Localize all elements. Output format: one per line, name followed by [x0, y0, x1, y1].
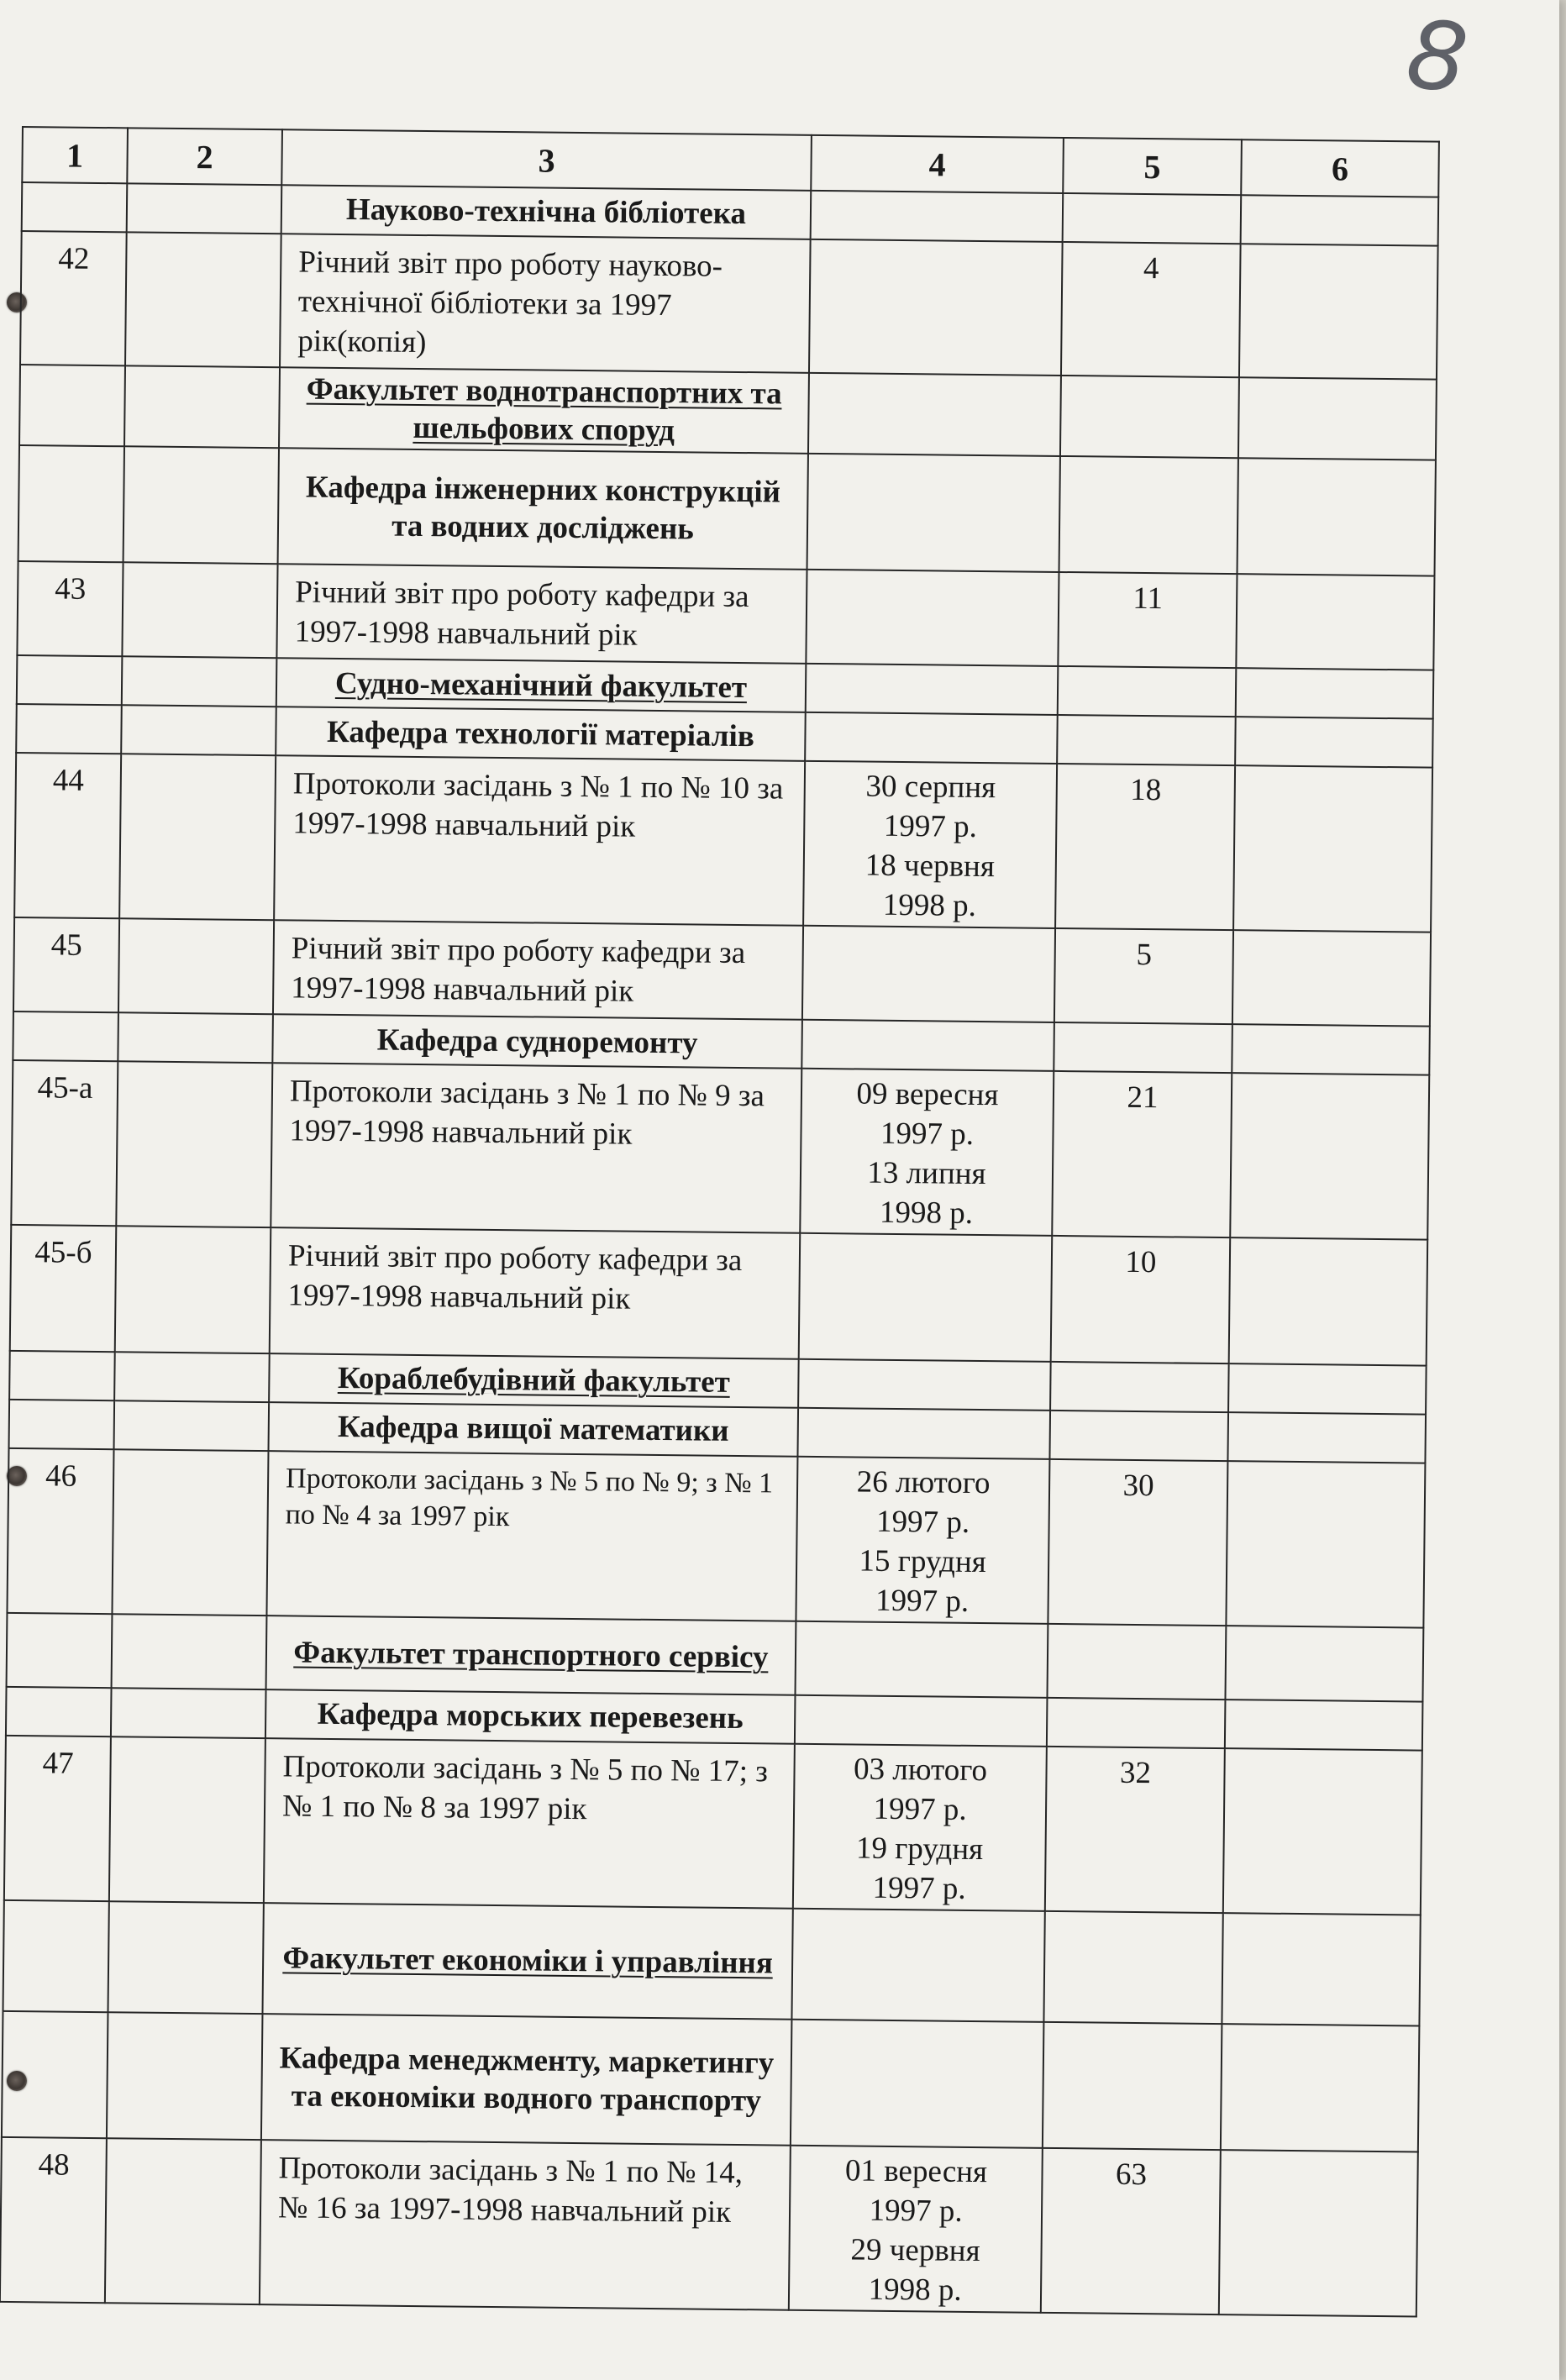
date-to: 18 червня	[864, 848, 996, 885]
empty-cell	[1222, 1913, 1420, 2025]
empty-cell	[16, 704, 122, 754]
empty-cell	[1241, 195, 1439, 245]
date-from	[804, 932, 1054, 934]
case-title: Протоколи засідань з № 5 по № 17; з № 1 по № 8 за 1997 рік	[264, 1738, 795, 1909]
page-count: 10	[1051, 1236, 1231, 1363]
section-heading-text: Факультет транспортного сервісу	[293, 1635, 769, 1675]
case-dates	[796, 1457, 1049, 1624]
date-to-year: 1998 р.	[879, 1195, 974, 1231]
empty-cell	[791, 2020, 1044, 2148]
case-number: 43	[17, 561, 123, 656]
notes	[1236, 574, 1434, 670]
empty-cell	[7, 1613, 113, 1688]
case-title: Річний звіт про роботу кафедри за 1997-1998 навчальний рік	[276, 564, 807, 664]
case-dates	[793, 1744, 1047, 1911]
inventory-table	[0, 126, 1440, 2317]
empty-cell	[1059, 456, 1238, 574]
empty-cell	[123, 447, 279, 565]
empty-cell	[6, 1687, 112, 1736]
table-row	[0, 2137, 1418, 2317]
section-heading	[261, 2014, 792, 2146]
empty-cell	[1235, 717, 1433, 767]
empty-cell	[114, 1352, 270, 1402]
date-from-year: 1997 р.	[880, 1116, 975, 1152]
case-title: Річний звіт про роботу кафедри за 1997-1998 навчальний рік	[270, 1227, 801, 1359]
case-index	[112, 1449, 268, 1616]
section-heading	[266, 1616, 796, 1695]
section-heading-text: Кафедра вищої математики	[337, 1410, 729, 1449]
case-number: 44	[14, 753, 121, 918]
section-heading	[269, 1402, 799, 1457]
section-heading	[278, 448, 808, 570]
empty-cell	[124, 365, 280, 448]
case-dates	[789, 2146, 1043, 2313]
table-row	[13, 917, 1431, 1027]
page-count: 32	[1045, 1747, 1225, 1913]
empty-cell	[1237, 458, 1435, 575]
date-to-year	[804, 932, 1054, 934]
date-to: 19 грудня	[855, 1831, 984, 1868]
date-from-year	[801, 1239, 1051, 1242]
empty-cell	[808, 373, 1061, 456]
case-index	[122, 562, 277, 658]
date-from: 30 серпня	[865, 769, 996, 806]
empty-cell	[797, 1408, 1050, 1459]
case-dates	[800, 1069, 1054, 1236]
empty-cell	[798, 1359, 1051, 1411]
table-body	[0, 182, 1438, 2316]
case-index	[116, 1061, 272, 1227]
empty-cell	[1236, 668, 1434, 718]
section-heading-text: Кафедра менеджменту, маркетингу та економіки водного транспорту	[279, 2041, 775, 2119]
case-title: Протоколи засідань з № 1 по № 14, № 16 за 1997-1998 навчальний рік	[260, 2140, 791, 2310]
date-to-year: 1997 р.	[872, 1870, 966, 1906]
column-header-3: 3	[281, 129, 812, 191]
section-heading	[265, 1689, 796, 1744]
page-count: 4	[1061, 242, 1241, 377]
empty-cell	[1225, 1700, 1423, 1750]
empty-cell	[805, 712, 1058, 764]
date-from	[812, 245, 1062, 248]
table-row	[17, 561, 1434, 670]
case-number: 45-б	[10, 1225, 117, 1352]
empty-cell	[22, 182, 128, 232]
empty-cell	[1060, 376, 1239, 458]
date-to-year	[812, 245, 1062, 248]
empty-cell	[17, 655, 123, 705]
empty-cell	[1225, 1626, 1423, 1701]
case-index	[109, 1736, 265, 1903]
empty-cell	[9, 1400, 115, 1449]
empty-cell	[111, 1688, 266, 1738]
notes	[1232, 930, 1431, 1026]
date-to	[801, 1239, 1051, 1242]
section-heading-text: Науково-технічна бібліотека	[345, 192, 747, 232]
section-heading-text: Кораблебудівний факультет	[337, 1361, 731, 1400]
empty-cell	[9, 1351, 115, 1400]
case-title: Річний звіт про роботу науково-технічної бібліотеки за 1997 рік(копія)	[280, 234, 811, 373]
column-header-2: 2	[127, 128, 282, 185]
empty-cell	[1227, 1412, 1426, 1463]
page-count: 11	[1058, 572, 1237, 668]
table-row	[10, 1225, 1427, 1366]
case-title: Річний звіт про роботу кафедри за 1997-1998 навчальний рік	[273, 920, 803, 1020]
empty-cell	[1228, 1363, 1427, 1414]
date-from-year: 1997 р.	[869, 2193, 963, 2229]
date-from-year: 1997 р.	[883, 808, 978, 845]
case-number: 45	[13, 917, 119, 1012]
section-heading-text: Кафедра морських перевезень	[317, 1697, 744, 1736]
section-heading-row	[18, 445, 1436, 576]
section-heading-row	[2, 2011, 1419, 2152]
empty-cell	[1047, 1698, 1226, 1748]
empty-cell	[1043, 1911, 1222, 2024]
date-to-year	[807, 575, 1058, 578]
date-to-year: 1998 р.	[882, 887, 977, 924]
date-from	[801, 1239, 1051, 1242]
case-dates	[809, 239, 1063, 376]
section-heading	[276, 707, 806, 761]
column-header-5: 5	[1063, 138, 1242, 195]
case-number: 48	[0, 2137, 107, 2303]
column-header-6: 6	[1241, 139, 1439, 197]
handwritten-page-number: 8	[1401, 0, 1473, 115]
date-from-year	[812, 245, 1062, 248]
empty-cell	[1047, 1624, 1226, 1700]
empty-cell	[801, 1020, 1054, 1071]
case-dates	[803, 761, 1057, 928]
empty-cell	[19, 365, 125, 447]
section-heading	[272, 1014, 802, 1069]
empty-cell	[1238, 377, 1437, 460]
section-heading	[281, 185, 812, 239]
column-header-4: 4	[811, 135, 1064, 193]
case-number: 45-а	[11, 1060, 118, 1226]
date-to-year: 1998 р.	[868, 2272, 962, 2308]
table-row	[14, 753, 1432, 933]
case-index	[119, 754, 276, 920]
section-heading-text: Кафедра інженерних конструкцій та водних досліджень	[305, 470, 781, 547]
empty-cell	[1043, 2022, 1222, 2150]
empty-cell	[1232, 1024, 1430, 1074]
case-dates	[806, 570, 1059, 666]
empty-cell	[127, 183, 282, 234]
notes	[1223, 1748, 1422, 1915]
section-heading	[279, 367, 809, 454]
notes	[1230, 1073, 1429, 1239]
section-heading-text: Судно-механічний факультет	[334, 665, 748, 705]
section-heading-row	[3, 1900, 1421, 2026]
case-title: Протоколи засідань з № 1 по № 9 за 1997-1998 навчальний рік	[271, 1063, 801, 1233]
column-header-1: 1	[22, 127, 128, 183]
notes	[1226, 1461, 1425, 1627]
date-to-year: 1997 р.	[875, 1583, 970, 1619]
section-heading-text: Факультет воднотранспортних та шельфових споруд	[306, 371, 782, 449]
section-heading	[262, 1903, 792, 2020]
table-row	[20, 231, 1438, 380]
notes	[1233, 765, 1432, 932]
page-count: 5	[1054, 928, 1233, 1024]
date-from-year: 1997 р.	[875, 1504, 970, 1540]
table-row	[11, 1060, 1429, 1240]
empty-cell	[18, 445, 124, 562]
case-title: Протоколи засідань з № 1 по № 10 за 1997-1998 навчальний рік	[274, 755, 805, 926]
case-index	[105, 2138, 261, 2304]
page-count: 18	[1055, 764, 1235, 930]
empty-cell	[807, 454, 1060, 572]
notes	[1239, 244, 1438, 379]
date-from-year: 1997 р.	[873, 1791, 967, 1827]
empty-cell	[795, 1695, 1048, 1747]
notes	[1229, 1237, 1428, 1365]
empty-cell	[1063, 193, 1242, 244]
empty-cell	[122, 656, 277, 707]
date-from-year	[804, 932, 1054, 934]
date-to	[804, 932, 1054, 934]
empty-cell	[108, 1901, 263, 2014]
empty-cell	[121, 705, 276, 755]
empty-cell	[112, 1614, 267, 1689]
section-heading-text: Факультет економіки і управління	[282, 1941, 774, 1981]
notes	[1219, 2150, 1418, 2316]
case-number: 42	[20, 231, 127, 365]
empty-cell	[2, 2011, 108, 2138]
empty-cell	[107, 2012, 263, 2140]
case-title: Протоколи засідань з № 5 по № 9; з № 1 по № 4 за 1997 рік	[266, 1451, 797, 1621]
section-heading-text: Кафедра технології матеріалів	[326, 714, 755, 754]
empty-cell	[1050, 1362, 1229, 1412]
case-number: 46	[7, 1448, 113, 1614]
empty-cell	[1049, 1411, 1228, 1461]
page-count: 63	[1041, 2148, 1221, 2314]
empty-cell	[13, 1011, 118, 1061]
date-from: 01 вересня	[844, 2153, 988, 2190]
empty-cell	[1058, 666, 1237, 717]
date-from: 09 вересня	[856, 1076, 999, 1113]
case-index	[115, 1226, 271, 1353]
date-to	[807, 575, 1058, 578]
section-heading-row	[19, 365, 1437, 460]
inventory-table-container	[0, 126, 1438, 2308]
page-count: 21	[1052, 1071, 1232, 1237]
empty-cell	[1057, 715, 1236, 765]
empty-cell	[791, 1909, 1044, 2022]
section-heading	[276, 658, 807, 712]
empty-cell	[1221, 2024, 1420, 2151]
empty-cell	[1054, 1022, 1232, 1073]
section-heading-text: Кафедра судноремонту	[376, 1022, 698, 1060]
date-to: 29 червня	[850, 2232, 980, 2268]
empty-cell	[114, 1400, 270, 1451]
date-from: 03 лютого	[853, 1752, 988, 1789]
case-dates	[799, 1233, 1053, 1362]
empty-cell	[811, 191, 1064, 242]
page-count: 30	[1048, 1459, 1227, 1626]
table-row	[4, 1736, 1422, 1915]
date-to: 15 грудня	[859, 1543, 987, 1580]
case-index	[118, 918, 274, 1014]
case-dates	[802, 926, 1055, 1022]
empty-cell	[806, 664, 1059, 715]
section-heading	[269, 1353, 799, 1408]
empty-cell	[3, 1900, 109, 2012]
date-to	[812, 245, 1062, 248]
date-to-year	[801, 1239, 1051, 1242]
date-to: 13 липня	[867, 1155, 986, 1192]
case-number: 47	[4, 1736, 111, 1901]
date-from-year	[807, 575, 1058, 578]
date-from: 26 лютого	[856, 1464, 991, 1501]
case-index	[125, 232, 281, 367]
empty-cell	[795, 1621, 1048, 1698]
table-row	[7, 1448, 1425, 1628]
date-from	[807, 575, 1058, 578]
empty-cell	[118, 1012, 273, 1063]
